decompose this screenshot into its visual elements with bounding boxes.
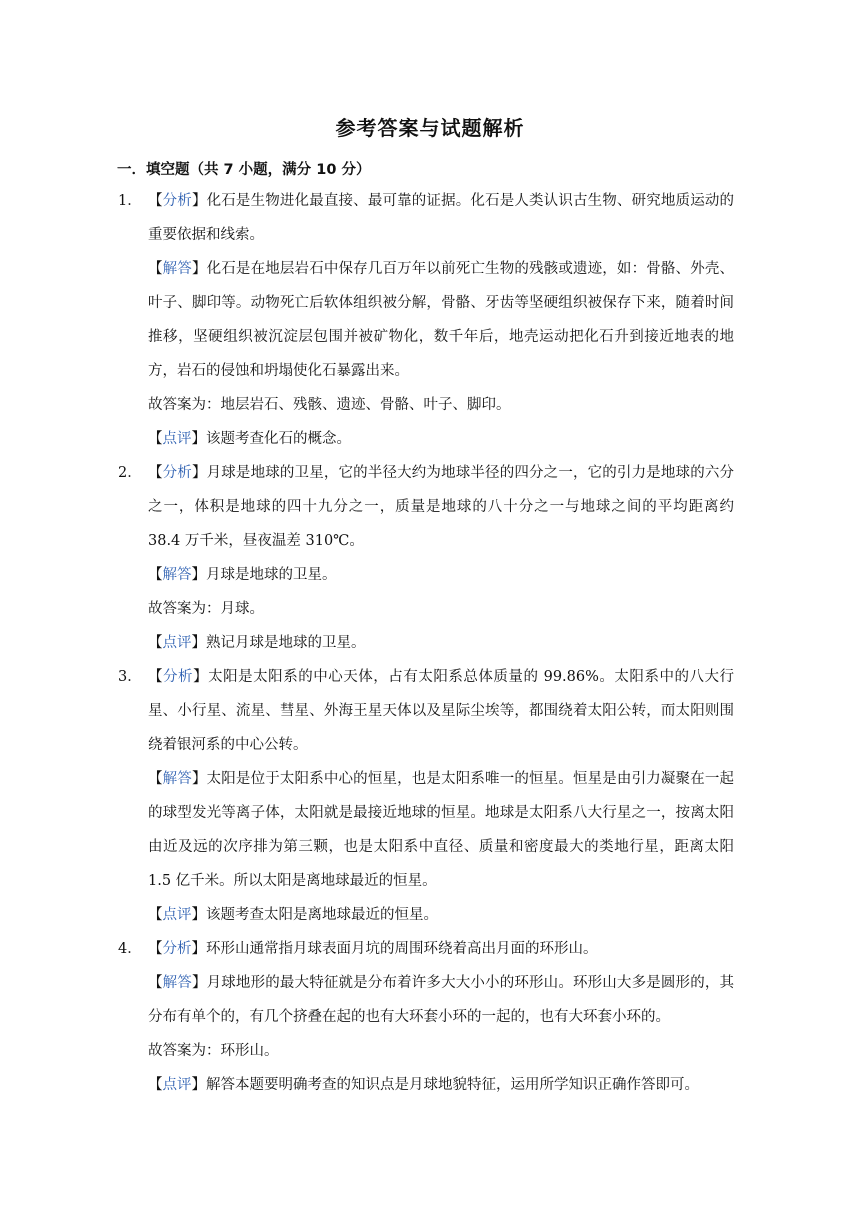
analysis-text: 月球是地球的卫星，它的半径大约为地球半径的四分之一，它的引力是地球的六分之一，体积是地球的四十九分之一，质量是地球的八十分之一与地球之间的平均距离约 38.4 万千米，昼夜温差 310℃。 <box>148 465 735 549</box>
analysis-paragraph: 【分析】环形山通常指月球表面月坑的周围环绕着高出月面的环形山。 <box>148 941 598 957</box>
comment-paragraph: 【点评】解答本题要明确考查的知识点是月球地貌特征，运用所学知识正确作答即可。 <box>148 1077 699 1093</box>
page-title: 参考答案与试题解析 <box>335 116 525 140</box>
analysis-paragraph: 【分析】化石是生物进化最直接、最可靠的证据。化石是人类认识古生物、研究地质运动的重要依据和线索。 <box>148 193 735 243</box>
comment-paragraph: 【点评】该题考查化石的概念。 <box>148 431 351 447</box>
comment-text: 该题考查化石的概念。 <box>206 431 351 447</box>
analysis-tag: 分析 <box>162 465 192 481</box>
question-1 <box>0 184 860 456</box>
question-number: 1． <box>118 193 142 209</box>
questions-list <box>0 184 860 1102</box>
final-answer: 故答案为：环形山。 <box>148 1043 279 1059</box>
comment-tag: 点评 <box>162 907 192 923</box>
comment-text: 熟记月球是地球的卫星。 <box>206 635 366 651</box>
question-number: 3． <box>118 669 142 685</box>
section-heading: 一．填空题（共 7 小题，满分 10 分） <box>117 162 371 178</box>
analysis-text: 环形山通常指月球表面月坑的周围环绕着高出月面的环形山。 <box>206 941 598 957</box>
answer-text: 月球是地球的卫星。 <box>206 567 337 583</box>
final-answer: 故答案为：地层岩石、残骸、遗迹、骨骼、叶子、脚印。 <box>148 397 511 413</box>
final-answer: 故答案为：月球。 <box>148 601 264 617</box>
analysis-tag: 分析 <box>163 669 194 685</box>
answer-paragraph: 【解答】月球地形的最大特征就是分布着许多大大小小的环形山。环形山大多是圆形的，其分布有单个的，有几个挤叠在起的也有大环套小环的一起的，也有大环套小环的。 <box>148 975 735 1025</box>
answer-tag: 解答 <box>162 261 192 277</box>
question-number: 2． <box>118 465 142 481</box>
question-3 <box>0 660 860 932</box>
answer-paragraph: 【解答】太阳是位于太阳系中心的恒星，也是太阳系唯一的恒星。恒星是由引力凝聚在一起的球型发光等离子体，太阳就是最接近地球的恒星。地球是太阳系八大行星之一，按离太阳由近及远的次序排为第三颗，也是太阳系中直径、质量和密度最大的类地行星，距离太阳 1.5 亿千米。所以太阳是离地球最近的恒星。 <box>148 771 735 889</box>
answer-paragraph: 【解答】月球是地球的卫星。 <box>148 567 337 583</box>
comment-tag: 点评 <box>162 635 192 651</box>
answer-tag: 解答 <box>162 975 192 991</box>
comment-tag: 点评 <box>162 431 192 447</box>
question-4 <box>0 932 860 1102</box>
analysis-text: 化石是生物进化最直接、最可靠的证据。化石是人类认识古生物、研究地质运动的重要依据和线索。 <box>148 193 735 243</box>
answer-text: 月球地形的最大特征就是分布着许多大大小小的环形山。环形山大多是圆形的，其分布有单个的，有几个挤叠在起的也有大环套小环的一起的，也有大环套小环的。 <box>148 975 735 1025</box>
answer-tag: 解答 <box>162 771 192 787</box>
analysis-tag: 分析 <box>162 941 192 957</box>
answer-text: 化石是在地层岩石中保存几百万年以前死亡生物的残骸或遗迹，如：骨骼、外壳、叶子、脚印等。动物死亡后软体组织被分解，骨骼、牙齿等坚硬组织被保存下来，随着时间推移，坚硬组织被沉淀层包围并被矿物化，数千年后，地壳运动把化石升到接近地表的地方，岩石的侵蚀和坍塌使化石暴露出来。 <box>148 261 735 379</box>
analysis-paragraph: 【分析】太阳是太阳系的中心天体，占有太阳系总体质量的 99.86%。太阳系中的八大行星、小行星、流星、彗星、外海王星天体以及星际尘埃等，都围绕着太阳公转，而太阳则围绕着银河系的中心公转。 <box>148 669 735 753</box>
comment-text: 解答本题要明确考查的知识点是月球地貌特征，运用所学知识正确作答即可。 <box>206 1077 699 1093</box>
comment-paragraph: 【点评】该题考查太阳是离地球最近的恒星。 <box>148 907 438 923</box>
comment-text: 该题考查太阳是离地球最近的恒星。 <box>206 907 438 923</box>
analysis-tag: 分析 <box>162 193 192 209</box>
comment-paragraph: 【点评】熟记月球是地球的卫星。 <box>148 635 366 651</box>
question-2 <box>0 456 860 660</box>
answer-tag: 解答 <box>162 567 192 583</box>
answer-paragraph: 【解答】化石是在地层岩石中保存几百万年以前死亡生物的残骸或遗迹，如：骨骼、外壳、叶子、脚印等。动物死亡后软体组织被分解，骨骼、牙齿等坚硬组织被保存下来，随着时间推移，坚硬组织被沉淀层包围并被矿物化，数千年后，地壳运动把化石升到接近地表的地方，岩石的侵蚀和坍塌使化石暴露出来。 <box>148 261 735 379</box>
analysis-paragraph: 【分析】月球是地球的卫星，它的半径大约为地球半径的四分之一，它的引力是地球的六分之一，体积是地球的四十九分之一，质量是地球的八十分之一与地球之间的平均距离约 38.4 万千米，昼夜温差 310℃。 <box>148 465 735 549</box>
comment-tag: 点评 <box>162 1077 192 1093</box>
answer-text: 太阳是位于太阳系中心的恒星，也是太阳系唯一的恒星。恒星是由引力凝聚在一起的球型发光等离子体，太阳就是最接近地球的恒星。地球是太阳系八大行星之一，按离太阳由近及远的次序排为第三颗，也是太阳系中直径、质量和密度最大的类地行星，距离太阳 1.5 亿千米。所以太阳是离地球最近的恒星。 <box>148 771 735 889</box>
question-number: 4． <box>118 941 142 957</box>
analysis-text: 太阳是太阳系的中心天体，占有太阳系总体质量的 99.86%。太阳系中的八大行星、小行星、流星、彗星、外海王星天体以及星际尘埃等，都围绕着太阳公转，而太阳则围绕着银河系的中心公转。 <box>148 669 735 753</box>
